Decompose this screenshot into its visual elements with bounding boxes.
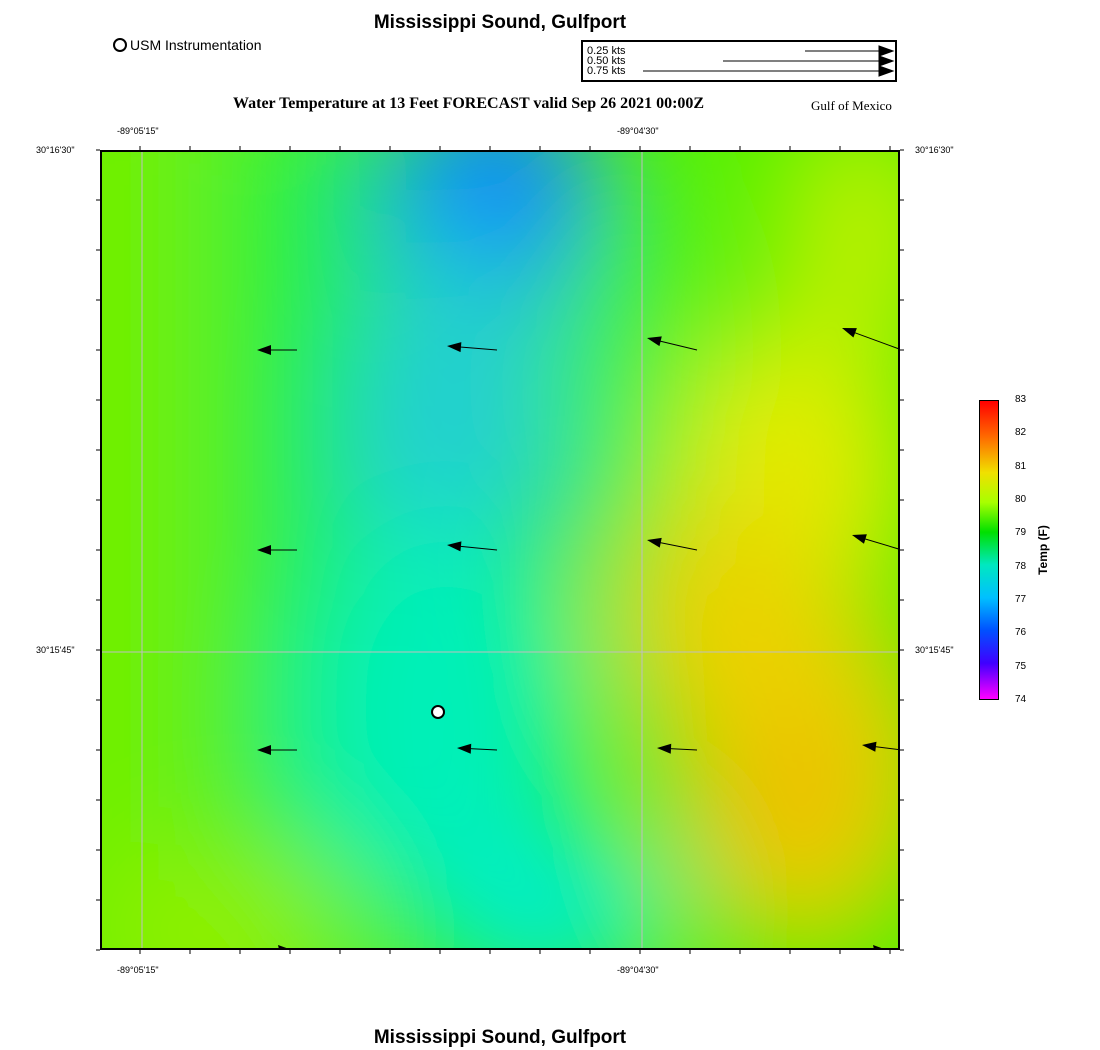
colorbar-tick-label: 78	[1015, 560, 1027, 572]
colorbar-title: Temp (F)	[1036, 525, 1050, 575]
colorbar-tick-label: 83	[1015, 394, 1027, 405]
bottom-tick-label: -89°05'15"	[117, 965, 159, 975]
colorbar-tick-label: 75	[1015, 660, 1027, 672]
station-marker-icon[interactable]	[432, 706, 444, 718]
left-tick-label: 30°16'30"	[36, 145, 75, 155]
vector-scale-label-3: 0.75 kts	[587, 65, 626, 77]
region-label: Gulf of Mexico	[811, 98, 892, 113]
colorbar-tick-label: 81	[1015, 460, 1027, 472]
temperature-map	[100, 150, 900, 950]
map-title: Mississippi Sound, Gulfport	[373, 12, 627, 33]
colorbar-tick-label: 82	[1015, 427, 1027, 439]
colorbar-tick-label: 74	[1015, 694, 1027, 705]
station-legend-label: USM Instrumentation	[130, 37, 262, 53]
right-tick-label: 30°16'30"	[915, 145, 954, 155]
colorbar-tick-label: 80	[1015, 494, 1027, 505]
top-tick-label: -89°05'15"	[117, 126, 159, 136]
station-marker-layer	[102, 152, 900, 950]
vector-scale-label-2: 0.50 kts	[587, 55, 626, 67]
right-tick-label: 30°15'45"	[915, 645, 954, 655]
colorbar-tick-label: 77	[1015, 594, 1027, 605]
left-tick-label: 30°15'45"	[36, 645, 75, 655]
top-tick-label: -89°04'30"	[617, 126, 659, 136]
colorbar-tick-label: 76	[1015, 627, 1027, 639]
bottom-tick-label: -89°04'30"	[617, 965, 659, 975]
map-subtitle: Water Temperature at 13 Feet FORECAST valid Sep 26 2021 00:00Z	[233, 95, 705, 112]
vector-scale-label-1: 0.25 kts	[587, 45, 626, 57]
colorbar-tick-label: 79	[1015, 527, 1027, 539]
bottom-title: Mississippi Sound, Gulfport	[373, 1027, 627, 1048]
colorbar-gradient	[980, 401, 998, 699]
temperature-colorbar	[979, 400, 999, 700]
